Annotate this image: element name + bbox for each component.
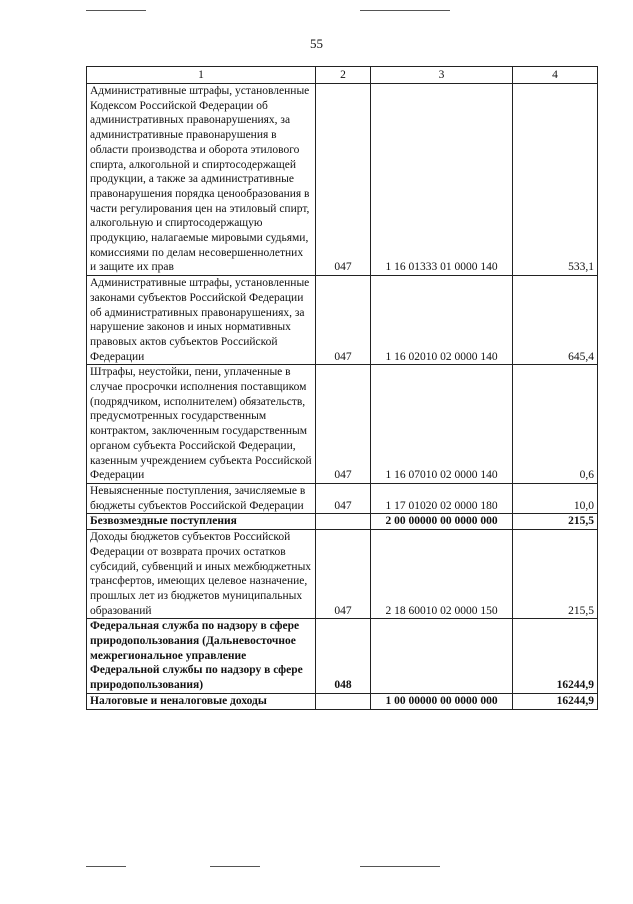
admin-code-cell — [316, 693, 371, 709]
amount-cell: 16244,9 — [513, 619, 598, 694]
admin-code-cell: 047 — [316, 365, 371, 484]
admin-code-cell: 047 — [316, 530, 371, 619]
scan-line-bottom — [86, 866, 126, 867]
amount-cell: 0,6 — [513, 365, 598, 484]
table-row — [87, 693, 598, 709]
amount-cell: 16244,9 — [513, 693, 598, 709]
row-name-cell: Налоговые и неналоговые доходы — [87, 693, 316, 709]
scan-line-top — [360, 10, 450, 11]
table-row — [87, 514, 598, 530]
column-header: 2 — [316, 67, 371, 84]
scan-line-bottom — [210, 866, 260, 867]
revenue-code-cell: 1 16 02010 02 0000 140 — [371, 276, 513, 365]
amount-cell: 10,0 — [513, 483, 598, 513]
scan-line-top — [86, 10, 146, 11]
row-name-cell: Административные штрафы, установленные Кодексом Российской Федерации об административных правонарушениях, за административные правонарушения в области производства и оборота этилового спирта, алкогольной и спиртосодержащей продукции, а также за административные правонарушения порядка ценообразования в части регулирования цен на этиловый спирт, алкогольную и спиртосодержащую продукцию, налагаемые мировыми судьями, комиссиями по делам несовершеннолетних и защите их прав — [87, 84, 316, 276]
amount-cell: 215,5 — [513, 514, 598, 530]
amount-cell: 645,4 — [513, 276, 598, 365]
revenue-code-cell: 1 16 07010 02 0000 140 — [371, 365, 513, 484]
table-row — [87, 619, 598, 694]
table-header-row — [87, 67, 598, 84]
table-row — [87, 483, 598, 513]
admin-code-cell: 047 — [316, 276, 371, 365]
table-row — [87, 530, 598, 619]
revenue-code-cell: 1 16 01333 01 0000 140 — [371, 84, 513, 276]
revenue-table — [86, 66, 598, 710]
revenue-code-cell: 1 00 00000 00 0000 000 — [371, 693, 513, 709]
scan-line-bottom — [360, 866, 440, 867]
column-header: 3 — [371, 67, 513, 84]
table-row — [87, 84, 598, 276]
admin-code-cell: 047 — [316, 483, 371, 513]
row-name-cell: Невыясненные поступления, зачисляемые в бюджеты субъектов Российской Федерации — [87, 483, 316, 513]
column-header: 4 — [513, 67, 598, 84]
page-number: 55 — [310, 36, 323, 51]
amount-cell: 215,5 — [513, 530, 598, 619]
revenue-code-cell — [371, 619, 513, 694]
table-row — [87, 365, 598, 484]
column-header: 1 — [87, 67, 316, 84]
admin-code-cell: 047 — [316, 84, 371, 276]
admin-code-cell: 048 — [316, 619, 371, 694]
row-name-cell: Доходы бюджетов субъектов Российской Федерации от возврата прочих остатков субсидий, субвенций и иных межбюджетных трансфертов, имеющих целевое назначение, прошлых лет из бюджетов муниципальных образований — [87, 530, 316, 619]
revenue-code-cell: 2 18 60010 02 0000 150 — [371, 530, 513, 619]
row-name-cell: Безвозмездные поступления — [87, 514, 316, 530]
row-name-cell: Штрафы, неустойки, пени, уплаченные в случае просрочки исполнения поставщиком (подрядчиком, исполнителем) обязательств, предусмотренных государственным контрактом, заключенным государственным органом субъекта Российской Федерации, казенным учреждением субъекта Российской Федерации — [87, 365, 316, 484]
row-name-cell: Административные штрафы, установленные законами субъектов Российской Федерации об административных правонарушениях, за нарушение законов и иных нормативных правовых актов субъектов Российской Федерации — [87, 276, 316, 365]
admin-code-cell — [316, 514, 371, 530]
row-name-cell: Федеральная служба по надзору в сфере природопользования (Дальневосточное межрегиональное управление Федеральной службы по надзору в сфере природопользования) — [87, 619, 316, 694]
revenue-code-cell: 1 17 01020 02 0000 180 — [371, 483, 513, 513]
table-body — [87, 84, 598, 710]
amount-cell: 533,1 — [513, 84, 598, 276]
revenue-code-cell: 2 00 00000 00 0000 000 — [371, 514, 513, 530]
table-row — [87, 276, 598, 365]
